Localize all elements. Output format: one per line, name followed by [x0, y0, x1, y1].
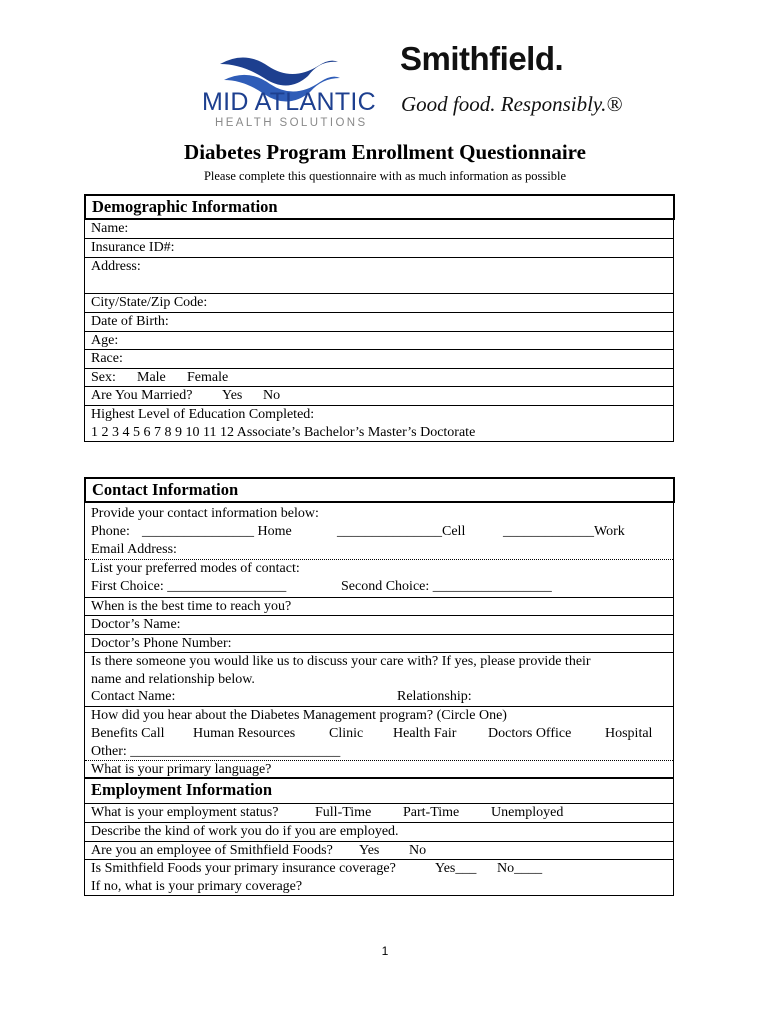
phone-label: Phone:: [91, 524, 130, 539]
best-time-field[interactable]: When is the best time to reach you?: [85, 598, 673, 616]
married-row: [85, 387, 673, 406]
contact-provide-label: Provide your contact information below:: [91, 506, 319, 521]
smithfield-logo-name: Smithfield.: [400, 40, 564, 77]
date-of-birth-field[interactable]: Date of Birth:: [85, 313, 673, 332]
relationship-field[interactable]: Relationship:: [397, 689, 472, 704]
primary-coverage-label: Is Smithfield Foods your primary insurance coverage?: [91, 861, 396, 876]
doctor-name-field[interactable]: Doctor’s Name:: [85, 616, 673, 635]
demographic-section: [84, 194, 674, 442]
sex-row: [85, 369, 673, 387]
name-field[interactable]: Name:: [85, 220, 673, 239]
contact-name-field[interactable]: Contact Name:: [91, 689, 176, 704]
sex-female-option[interactable]: Female: [187, 370, 229, 385]
smithfield-employee-no[interactable]: No: [409, 843, 427, 858]
primary-language-field[interactable]: What is your primary language?: [91, 762, 272, 777]
smithfield-employee-label: Are you an employee of Smithfield Foods?: [91, 843, 333, 858]
option-health-fair[interactable]: Health Fair: [393, 726, 457, 741]
work-description-field[interactable]: Describe the kind of work you do if you are employed.: [85, 823, 673, 842]
hear-options-row: [85, 725, 673, 743]
unemployed-option[interactable]: Unemployed: [491, 805, 564, 820]
employment-status-label: What is your employment status?: [91, 805, 279, 820]
option-human-resources[interactable]: Human Resources: [193, 726, 296, 741]
document-subtitle: Please complete this questionnaire with as much information as possible: [203, 169, 567, 183]
married-yes-option[interactable]: Yes: [222, 388, 243, 403]
email-field[interactable]: Email Address:: [85, 541, 673, 560]
employment-status-row: [85, 804, 673, 823]
demographic-heading: Demographic Information: [84, 194, 675, 220]
care-contact-question: Is there someone you would like us to discuss your care with? If yes, please provide their: [91, 654, 591, 669]
option-benefits-call[interactable]: Benefits Call: [91, 726, 165, 741]
sex-label: Sex:: [91, 370, 116, 385]
hear-about-question: How did you hear about the Diabetes Management program? (Circle One): [91, 708, 507, 723]
employment-section: [84, 778, 674, 896]
address-field[interactable]: Address:: [85, 258, 673, 294]
insurance-id-field[interactable]: Insurance ID#:: [85, 239, 673, 258]
education-options[interactable]: 1 2 3 4 5 6 7 8 9 10 11 12 Associate’s Bachelor’s Master’s Doctorate: [91, 425, 476, 440]
coverage-yes-field[interactable]: Yes___: [435, 861, 477, 876]
smithfield-employee-row: [85, 842, 673, 860]
married-label: Are You Married?: [91, 388, 193, 403]
phone-row: [85, 523, 673, 541]
document-title: Diabetes Program Enrollment Questionnaire: [184, 140, 586, 164]
contact-choice-row: [85, 578, 673, 598]
other-source-field[interactable]: Other: ______________________________: [85, 743, 673, 761]
other-coverage-field[interactable]: If no, what is your primary coverage?: [91, 879, 303, 894]
smithfield-logo-tagline: Good food. Responsibly.®: [401, 92, 623, 116]
part-time-option[interactable]: Part-Time: [403, 805, 460, 820]
mid-atlantic-logo-subtitle: HEALTH SOLUTIONS: [215, 117, 368, 129]
full-time-option[interactable]: Full-Time: [315, 805, 372, 820]
coverage-no-field[interactable]: No____: [497, 861, 543, 876]
care-contact-question-cont: name and relationship below.: [91, 672, 255, 687]
cell-phone-field[interactable]: _______________Cell: [337, 524, 466, 539]
employment-heading: Employment Information: [85, 779, 673, 804]
mid-atlantic-logo-name: MID ATLANTIC: [202, 88, 376, 116]
primary-coverage-row: [85, 860, 673, 878]
option-doctors-office[interactable]: Doctors Office: [488, 726, 572, 741]
city-state-zip-field[interactable]: City/State/Zip Code:: [85, 294, 673, 313]
care-contact-row: [85, 688, 673, 707]
first-choice-field[interactable]: First Choice: _________________: [91, 579, 287, 594]
contact-modes-label: List your preferred modes of contact:: [91, 561, 300, 576]
education-label: Highest Level of Education Completed:: [91, 407, 315, 422]
contact-heading: Contact Information: [84, 477, 675, 503]
page-number: 1: [381, 944, 389, 958]
race-field[interactable]: Race:: [85, 350, 673, 369]
option-clinic[interactable]: Clinic: [329, 726, 364, 741]
age-field[interactable]: Age:: [85, 332, 673, 350]
work-phone-field[interactable]: _____________Work: [503, 524, 625, 539]
smithfield-employee-yes[interactable]: Yes: [359, 843, 380, 858]
doctor-phone-field[interactable]: Doctor’s Phone Number:: [85, 635, 673, 653]
home-phone-field[interactable]: ________________ Home: [142, 524, 292, 539]
married-no-option[interactable]: No: [263, 388, 281, 403]
second-choice-field[interactable]: Second Choice: _________________: [341, 579, 552, 594]
sex-male-option[interactable]: Male: [137, 370, 166, 385]
contact-section: [84, 477, 674, 778]
option-hospital[interactable]: Hospital: [605, 726, 653, 741]
